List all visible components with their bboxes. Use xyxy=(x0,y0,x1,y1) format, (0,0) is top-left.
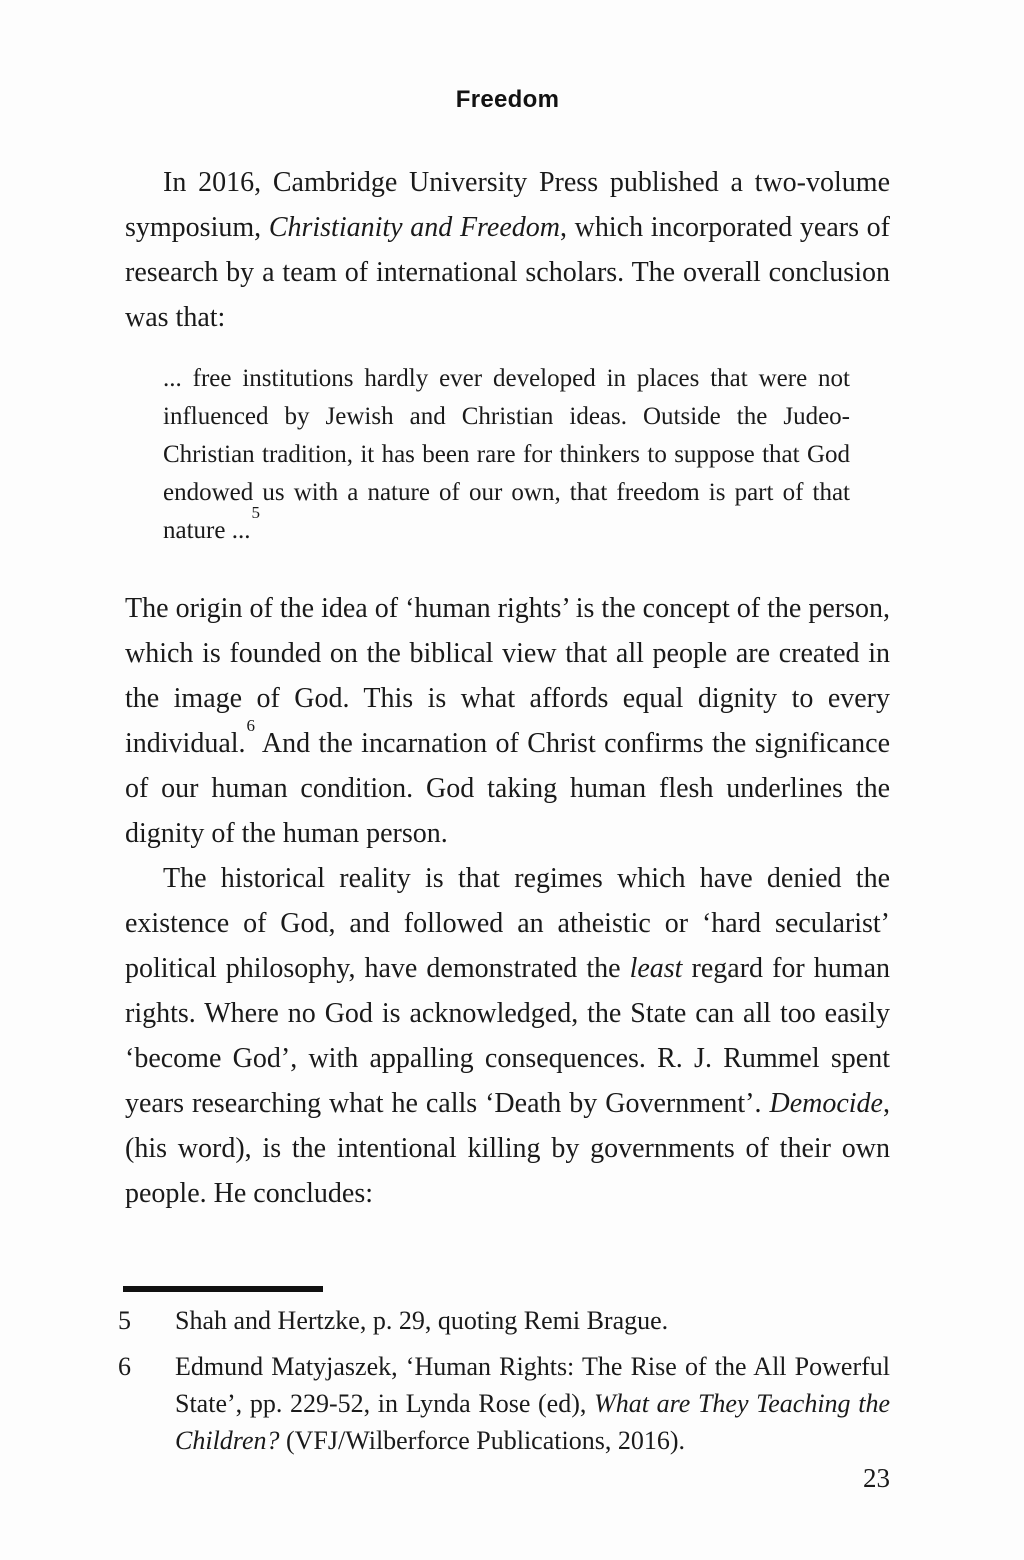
footnote-text xyxy=(175,1348,890,1459)
paragraph-origin xyxy=(125,586,890,856)
footnote-text xyxy=(175,1302,890,1339)
footnote-reference-6: 6 xyxy=(246,715,256,735)
footnote-5 xyxy=(118,1302,890,1339)
text-run: Shah and Hertzke, p. 29, quoting Remi Brague. xyxy=(175,1306,669,1335)
footnote-divider-rule xyxy=(123,1286,323,1292)
text-run: , (his word), is the intentional killing by governments of their own people. He concludes: xyxy=(125,1088,890,1209)
running-header-title: Freedom xyxy=(455,86,560,113)
emphasis-italic: least xyxy=(629,953,683,984)
footnote-number: 5 xyxy=(118,1306,131,1335)
page-number: 23 xyxy=(863,1463,890,1493)
text-run: The historical reality is that regimes which have denied the existence of God, and followed an atheistic or ‘hard secularist’ political philosophy, have demonstrated the xyxy=(125,863,890,984)
footnotes-section xyxy=(118,1286,890,1468)
text-run: In 2016, Cambridge University Press published a two-volume symposium, xyxy=(125,167,890,243)
text-run: Edmund Matyjaszek, ‘Human Rights: The Rise of the All Powerful State’, pp. 229-52, in Lynda Rose (ed), xyxy=(175,1352,890,1418)
footnote-6 xyxy=(118,1348,890,1459)
term-italic: Democide xyxy=(769,1088,883,1119)
paragraph-historical xyxy=(125,856,890,1216)
block-quote xyxy=(163,360,850,550)
footnote-number: 6 xyxy=(118,1352,131,1381)
text-run: The origin of the idea of ‘human rights’ is the concept of the person, which is founded on the biblical view that all people are created in the image of God. This is what affords equal dignity to every individual. xyxy=(125,593,890,759)
text-run: (VFJ/Wilberforce Publications, 2016). xyxy=(279,1426,685,1455)
quote-text: ... free institutions hardly ever developed in places that were not influenced by Jewish and Christian ideas. Outside the Judeo-Christian tradition, it has been rare for thinkers to suppose that God endowed us with a nature of our own, that freedom is part of that nature ... xyxy=(163,365,850,544)
paragraph-intro xyxy=(125,160,890,340)
text-run: regard for human rights. Where no God is acknowledged, the State can all too easily ‘become God’, with appalling consequences. R. J. Rummel spent years researching what he calls ‘Death by Government’. xyxy=(125,953,890,1119)
footnote-reference-5: 5 xyxy=(251,502,260,522)
book-title-italic: Christianity and Freedom xyxy=(268,212,560,243)
book-title-italic: What are They Teaching the Children? xyxy=(175,1389,890,1455)
text-run: And the incarnation of Christ confirms the significance of our human condition. God taking human flesh underlines the dignity of the human person. xyxy=(125,728,890,849)
text-run: , which incorporated years of research by a team of international scholars. The overall conclusion was that: xyxy=(125,212,890,333)
